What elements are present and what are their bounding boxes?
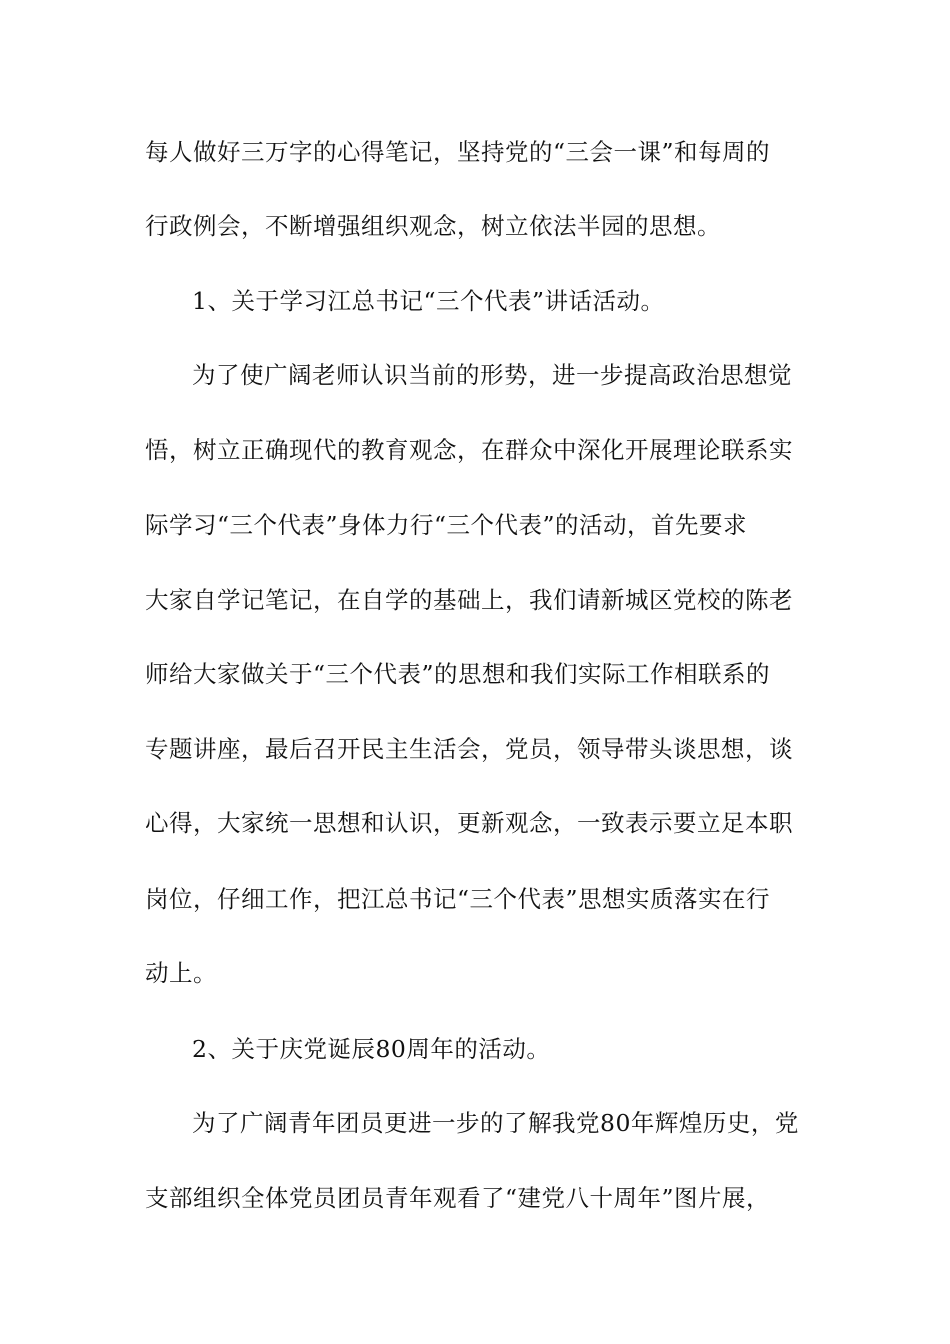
text-line: 动上。	[145, 959, 217, 987]
text-line: 专题讲座，最后召开民主生活会，党员，领导带头谈思想，谈	[145, 735, 793, 763]
text-line: 大家自学记笔记，在自学的基础上，我们请新城区党校的陈老	[145, 586, 793, 614]
text-line: 岗位，仔细工作，把江总书记“三个代表”思想实质落实在行	[145, 885, 771, 913]
text-line: 每人做好三万字的心得笔记，坚持党的“三会一课”和每周的	[145, 138, 771, 166]
section-heading: 2、关于庆党诞辰80周年的活动。	[192, 1035, 551, 1063]
text-line: 心得，大家统一思想和认识，更新观念，一致表示要立足本职	[145, 809, 793, 837]
text-line: 为了广阔青年团员更进一步的了解我党80年辉煌历史，党	[192, 1109, 799, 1137]
text-line: 支部组织全体党员团员青年观看了“建党八十周年”图片展，	[145, 1184, 771, 1212]
text-line: 悟，树立正确现代的教育观念，在群众中深化开展理论联系实	[145, 436, 793, 464]
text-line: 师给大家做关于“三个代表”的思想和我们实际工作相联系的	[145, 660, 771, 688]
text-line: 行政例会，不断增强组织观念，树立依法半园的思想。	[145, 212, 721, 240]
text-line: 为了使广阔老师认识当前的形势，进一步提高政治思想觉	[192, 361, 792, 389]
text-line: 际学习“三个代表”身体力行“三个代表”的活动，首先要求	[145, 511, 748, 539]
section-heading: 1、关于学习江总书记“三个代表”讲话活动。	[192, 287, 665, 315]
